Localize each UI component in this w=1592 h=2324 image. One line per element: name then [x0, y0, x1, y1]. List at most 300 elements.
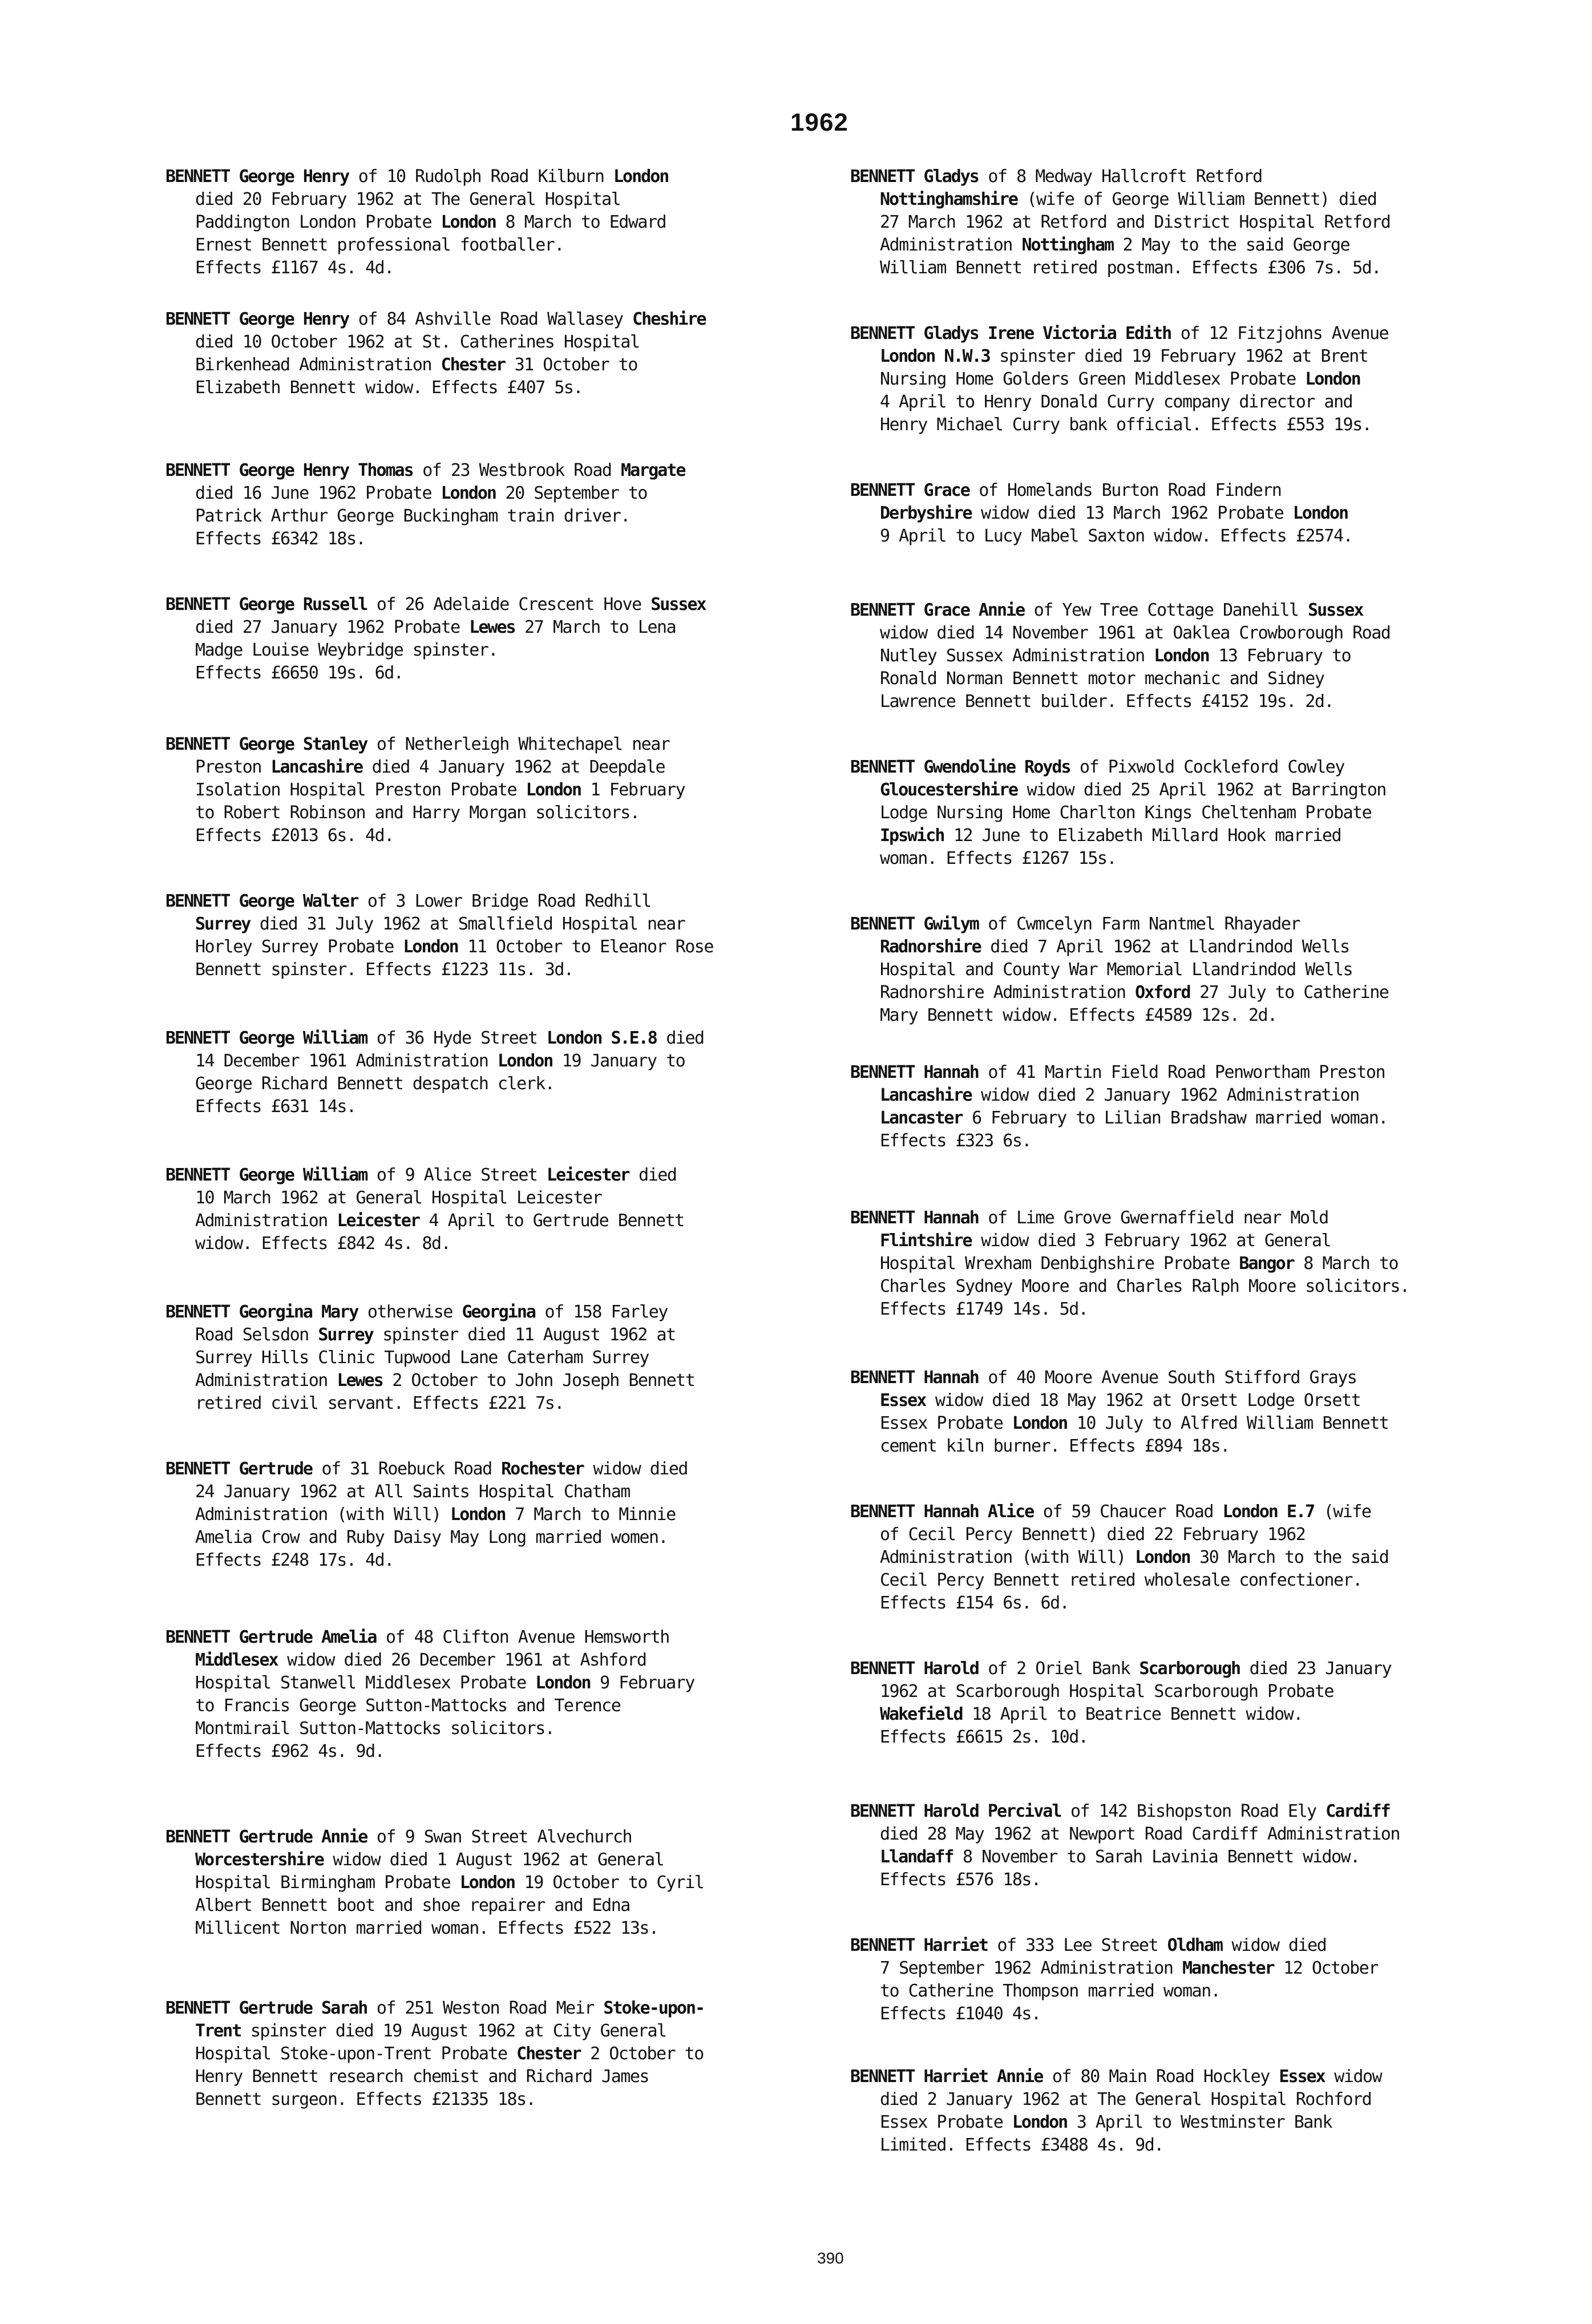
text: Montmirail Sutton-Mattocks solicitors.	[195, 1719, 555, 1739]
entry-text-line	[165, 1740, 850, 1763]
text: Administration	[195, 1211, 337, 1231]
page-number: 390	[817, 2249, 844, 2267]
text: Ernest Bennett professional footballer.	[195, 235, 564, 255]
text: George Richard Bennett despatch clerk.	[195, 1074, 555, 1094]
text: Henry Bennett research chemist and Richard James	[195, 2067, 649, 2087]
bold-text: Cardiff	[1326, 1801, 1390, 1821]
entry-text-line	[850, 188, 1535, 211]
entry-text-line	[165, 662, 850, 685]
text: of 26 Adelaide Crescent Hove	[367, 595, 651, 615]
bold-text: Ipswich	[880, 826, 944, 846]
entry-heading-line	[165, 1164, 850, 1187]
text: Hospital Stoke-upon-Trent Probate	[195, 2044, 517, 2064]
entry-text-line	[850, 1004, 1535, 1027]
entry-text-line	[165, 2043, 850, 2066]
entry-text-line	[165, 188, 850, 211]
text: of 9 Swan Street Alvechurch	[367, 1827, 632, 1847]
text: 27 March 1962 at Retford and District Hospital Retford	[880, 212, 1391, 232]
bold-text: London	[1292, 503, 1348, 523]
probate-entry	[850, 599, 1535, 713]
probate-entry	[165, 1626, 850, 1763]
bold-text: BENNETT Gwilym	[850, 914, 979, 934]
entry-text-line	[850, 414, 1535, 436]
entry-text-line	[850, 847, 1535, 870]
probate-entry	[850, 1207, 1535, 1321]
bold-text: London	[497, 1051, 553, 1071]
bold-text: BENNETT Hannah	[850, 1368, 979, 1388]
entry-text-line	[850, 1435, 1535, 1458]
bold-text: London E.7	[1222, 1502, 1315, 1522]
entry-text-line	[850, 1980, 1535, 2003]
entry-text-line	[165, 1096, 850, 1118]
text: (wife of George William Bennett) died	[1017, 189, 1377, 209]
text: 19 January to	[552, 1051, 685, 1071]
text: of 333 Lee Street	[987, 1935, 1167, 1955]
probate-entry	[850, 165, 1535, 280]
text: of 12 Fitzjohns Avenue	[1171, 324, 1389, 343]
text: widow died 3 February 1962 at General	[971, 1231, 1331, 1251]
bold-text: BENNETT Grace Annie	[850, 600, 1025, 620]
entry-text-line	[165, 1549, 850, 1572]
bold-text: London	[613, 167, 669, 187]
entry-text-line	[850, 1389, 1535, 1412]
bold-text: BENNETT Harriet	[850, 1935, 988, 1955]
bold-text: BENNETT George Walter	[165, 891, 358, 911]
bold-text: BENNETT George Henry Thomas	[165, 460, 413, 480]
entry-heading-line	[165, 1027, 850, 1050]
text: spinster died 11 August 1962 at	[373, 1325, 676, 1345]
text: died 16 June 1962 Probate	[195, 483, 441, 503]
text: died 4 January 1962 at Deepdale	[362, 757, 665, 777]
bold-text: London	[441, 212, 496, 232]
text: widow died 13 March 1962 Probate	[971, 503, 1293, 523]
entry-text-line	[165, 1232, 850, 1255]
probate-entry	[165, 1027, 850, 1118]
bold-text: BENNETT Gertrude Sarah	[165, 1998, 367, 2018]
probate-entry	[165, 1164, 850, 1255]
text: 24 January 1962 at All Saints Hospital Chatham	[195, 1482, 630, 1502]
text: Radnorshire Administration	[880, 983, 1136, 1003]
bold-text: Chester	[441, 355, 506, 375]
entry-text-line	[165, 482, 850, 505]
text: of 10 Rudolph Road Kilburn	[349, 167, 613, 187]
bold-text: Cheshire	[632, 309, 706, 329]
text: 8 November to Sarah Lavinia Bennett widow.	[953, 1847, 1360, 1867]
text: of 23 Westbrook Road	[413, 460, 621, 480]
text: William Bennett retired postman. Effects £306 7s. 5d.	[880, 258, 1381, 278]
text: 1962 at Scarborough Hospital Scarborough Probate	[880, 1682, 1334, 1701]
text: Administration	[880, 235, 1022, 255]
entry-text-line	[165, 1849, 850, 1872]
text: of 9 Alice Street	[367, 1165, 547, 1185]
text: widow died 26 December 1961 at Ashford	[277, 1650, 647, 1670]
text: Birkenhead Administration	[195, 355, 441, 375]
entry-text-line	[165, 211, 850, 234]
entry-text-line	[850, 645, 1535, 668]
text: Effects £631 14s.	[195, 1097, 356, 1117]
text: of 142 Bishopston Road Ely	[1061, 1801, 1326, 1821]
page-year-heading: 1962	[790, 108, 848, 136]
text: widow. Effects £842 4s. 8d.	[195, 1234, 451, 1254]
text: of 80 Main Road Hockley	[1043, 2067, 1279, 2087]
text: 9 April to Lucy Mabel Saxton widow. Effects £2574.	[880, 526, 1353, 546]
text: 8 March to Edward	[495, 212, 666, 232]
entry-text-line	[850, 525, 1535, 548]
bold-text: London	[1135, 1547, 1190, 1567]
entry-heading-line	[850, 1800, 1535, 1823]
text: widow died	[1222, 1935, 1327, 1955]
entry-text-line	[850, 1546, 1535, 1569]
bold-text: BENNETT Grace	[850, 480, 969, 500]
bold-text: London S.E.8	[547, 1028, 657, 1048]
entry-text-line	[850, 690, 1535, 713]
text: Preston	[195, 757, 271, 777]
text: of 158 Farley	[535, 1302, 668, 1322]
text: died 27 January 1962 Probate	[195, 617, 470, 637]
entry-text-line	[850, 1084, 1535, 1107]
bold-text: BENNETT Hannah Alice	[850, 1502, 1034, 1522]
bold-text: Essex	[880, 1391, 926, 1410]
entry-text-line	[850, 211, 1535, 234]
entry-heading-line	[165, 1301, 850, 1324]
entry-text-line	[850, 257, 1535, 280]
entry-text-line	[165, 1672, 850, 1695]
text: Effects £1040 4s.	[880, 2004, 1041, 2024]
bold-text: Gloucestershire	[880, 780, 1017, 800]
bold-text: Bangor	[1239, 1254, 1294, 1274]
probate-entry	[165, 1997, 850, 2111]
entry-heading-line	[850, 599, 1535, 622]
probate-entry	[850, 913, 1535, 1027]
text: 31 October to	[505, 355, 637, 375]
entry-text-line	[850, 622, 1535, 645]
entry-heading-line	[165, 1626, 850, 1649]
text: to Robert Robinson and Harry Morgan solicitors.	[195, 803, 640, 823]
text: 10 July to Alfred William Bennett	[1067, 1413, 1389, 1433]
bold-text: BENNETT Hannah	[850, 1062, 979, 1082]
text: 3 April to Westminster Bank	[1067, 2112, 1332, 2132]
probate-entry	[165, 890, 850, 981]
entry-heading-line	[850, 1934, 1535, 1957]
entry-text-line	[850, 1107, 1535, 1130]
entry-text-line	[165, 354, 850, 377]
probate-entry	[850, 756, 1535, 870]
text: 4 April to Henry Donald Curry company director and	[880, 392, 1353, 412]
text: died	[629, 1165, 677, 1185]
text: Madge Louise Weybridge spinster.	[195, 640, 498, 660]
entry-text-line	[850, 959, 1535, 981]
entry-text-line	[165, 936, 850, 959]
bold-text: Leicester	[337, 1211, 419, 1231]
text: widow died 14 November 1961 at Oaklea Crowborough Road	[880, 623, 1391, 643]
entry-heading-line	[850, 322, 1535, 345]
entry-text-line	[850, 1592, 1535, 1615]
entry-text-line	[165, 1526, 850, 1549]
text: Effects £248 17s. 4d.	[195, 1550, 394, 1570]
text: widow died 1 August 1962 at General	[323, 1850, 664, 1870]
entry-heading-line	[165, 1826, 850, 1849]
entry-text-line	[850, 1230, 1535, 1252]
text: Effects £1749 14s. 5d.	[880, 1299, 1088, 1319]
text: died 28 May 1962 at Newport Road Cardiff Administration	[880, 1824, 1400, 1844]
entry-text-line	[165, 1649, 850, 1672]
entry-text-line	[165, 377, 850, 399]
bold-text: BENNETT George William	[165, 1165, 367, 1185]
entry-heading-line	[850, 1061, 1535, 1084]
bold-text: London	[526, 780, 581, 800]
bold-text: London	[535, 1673, 591, 1693]
bold-text: Essex	[1279, 2067, 1325, 2087]
bold-text: BENNETT George William	[165, 1028, 367, 1048]
bold-text: Nottingham	[1021, 235, 1114, 255]
text: Cecil Percy Bennett retired wholesale confectioner.	[880, 1570, 1362, 1590]
entry-heading-line	[850, 2066, 1535, 2088]
bold-text: Radnorshire	[880, 937, 981, 957]
text: 20 September to	[495, 483, 647, 503]
bold-text: London	[1012, 2112, 1068, 2132]
entry-heading-line	[850, 1207, 1535, 1230]
text: of Homelands Burton Road Findern	[969, 480, 1282, 500]
text: 10 March 1962 at General Hospital Leicester	[195, 1188, 602, 1208]
probate-entry	[850, 1367, 1535, 1458]
bold-text: Manchester	[1182, 1958, 1274, 1978]
bold-text: Flintshire	[880, 1231, 972, 1251]
text: Mary Bennett widow. Effects £4589 12s. 2d.	[880, 1005, 1277, 1025]
entry-text-line	[850, 668, 1535, 690]
entry-text-line	[165, 1369, 850, 1392]
entry-text-line	[850, 2134, 1535, 2157]
entry-text-line	[165, 616, 850, 639]
text: spinster died 19 February 1962 at Brent	[989, 346, 1368, 366]
text: Bennett surgeon. Effects £21335 18s.	[195, 2089, 536, 2109]
entry-text-line	[165, 959, 850, 981]
text: Elizabeth Bennett widow. Effects £407 5s.	[195, 378, 583, 398]
entry-text-line	[165, 1210, 850, 1232]
text: Effects £962 4s. 9d.	[195, 1741, 385, 1761]
entry-text-line	[850, 1823, 1535, 1846]
text: Lodge Nursing Home Charlton Kings Cheltenham Probate	[880, 803, 1372, 823]
bold-text: Middlesex	[195, 1650, 278, 1670]
bold-text: Sussex	[1308, 600, 1363, 620]
text: Administration (with Will)	[195, 1505, 451, 1525]
text: of 8 Medway Hallcroft Retford	[978, 167, 1262, 187]
entry-heading-line	[165, 733, 850, 756]
entry-heading-line	[165, 459, 850, 482]
text: cement kiln burner. Effects £894 18s.	[880, 1436, 1230, 1456]
bold-text: Derbyshire	[880, 503, 972, 523]
bold-text: BENNETT George Henry	[165, 167, 349, 187]
entry-text-line	[850, 2003, 1535, 2026]
text: widow died 2 January 1962 Administration	[971, 1085, 1359, 1105]
entry-text-line	[850, 2088, 1535, 2111]
text: 2 October to	[580, 2044, 704, 2064]
text: Surrey Hills Clinic Tupwood Lane Caterham Surrey	[195, 1348, 649, 1368]
entry-text-line	[850, 1957, 1535, 1980]
text: 30 March to the said	[1190, 1547, 1389, 1567]
text: 6 February to Lilian Bradshaw married woman.	[962, 1108, 1388, 1128]
bold-text: Nottinghamshire	[880, 189, 1017, 209]
bold-text: BENNETT Harriet Annie	[850, 2067, 1043, 2087]
text: of 2 Oriel Bank	[978, 1659, 1140, 1679]
entry-text-line	[850, 981, 1535, 1004]
text: of 36 Hyde Street	[367, 1028, 547, 1048]
bold-text: Stoke-upon-	[603, 1998, 705, 2018]
probate-entry	[850, 1800, 1535, 1891]
text: spinster died 19 August 1962 at City General	[241, 2021, 666, 2041]
text: of Yew Tree Cottage Danehill	[1024, 600, 1308, 620]
text: 8 March to	[1294, 1254, 1398, 1274]
entry-text-line	[165, 756, 850, 779]
probate-entry	[850, 1501, 1535, 1615]
entry-text-line	[850, 1252, 1535, 1275]
bold-text: BENNETT Gladys	[850, 167, 979, 187]
text: Effects £576 18s.	[880, 1870, 1041, 1890]
bold-text: BENNETT Gladys Irene Victoria Edith	[850, 324, 1171, 343]
entry-text-line	[850, 345, 1535, 368]
text: Hospital Wrexham Denbighshire Probate	[880, 1254, 1239, 1274]
probate-entry	[165, 308, 850, 399]
text: of 31 Roebuck Road	[312, 1459, 502, 1479]
text: 4 April to Gertrude Bennett	[419, 1211, 684, 1231]
entry-text-line	[165, 2066, 850, 2088]
probate-entry	[165, 733, 850, 847]
bold-text: Rochester	[501, 1459, 584, 1479]
text: Amelia Crow and Ruby Daisy May Long married women.	[195, 1527, 668, 1547]
text: to Catherine Thompson married woman.	[880, 1981, 1221, 2001]
text: 2 October to John Joseph Bennett	[382, 1371, 695, 1391]
text: Essex Probate	[880, 2112, 1012, 2132]
probate-entry	[850, 1934, 1535, 2026]
bold-text: Oxford	[1135, 983, 1190, 1003]
text: Patrick Arthur George Buckingham train driver.	[195, 506, 630, 526]
text: 12 October	[1274, 1958, 1378, 1978]
text: Effects £2013 6s. 4d.	[195, 826, 394, 846]
text: widow died 18 May 1962 at Orsett Lodge Orsett	[926, 1391, 1361, 1410]
text: died 2 January 1962 at The General Hospital Rochford	[880, 2089, 1372, 2109]
bold-text: Lancashire	[880, 1085, 972, 1105]
text: 27 July to Catherine	[1190, 983, 1389, 1003]
text: Bennett spinster. Effects £1223 11s. 3d.	[195, 960, 573, 980]
bold-text: BENNETT Gertrude Annie	[165, 1827, 367, 1847]
entry-text-line	[850, 1869, 1535, 1891]
text: Effects £6342 18s.	[195, 529, 366, 549]
text: of 48 Clifton Avenue Hemsworth	[376, 1627, 669, 1647]
text: of 84 Ashville Road Wallasey	[349, 309, 633, 329]
entry-text-line	[165, 1917, 850, 1940]
entry-text-line	[165, 1481, 850, 1503]
bold-text: BENNETT George Russell	[165, 595, 367, 615]
bold-text: BENNETT Hannah	[850, 1208, 979, 1228]
entry-heading-line	[850, 756, 1535, 779]
text: Albert Bennett boot and shoe repairer and Edna	[195, 1895, 630, 1915]
entry-text-line	[165, 1695, 850, 1717]
entry-text-line	[850, 936, 1535, 959]
text: Effects £6650 19s. 6d.	[195, 663, 403, 683]
bold-text: London	[441, 483, 496, 503]
entry-heading-line	[850, 1501, 1535, 1523]
entry-text-line	[850, 1275, 1535, 1298]
bold-text: Margate	[621, 460, 685, 480]
bold-text: Leicester	[547, 1165, 629, 1185]
bold-text: Oldham	[1167, 1935, 1222, 1955]
bold-text: London	[1305, 369, 1360, 389]
bold-text: London	[1012, 1413, 1068, 1433]
probate-entry	[850, 479, 1535, 548]
text: retired civil servant. Effects £221 7s.	[195, 1393, 564, 1413]
text: Horley Surrey Probate	[195, 937, 403, 957]
text: widow died	[583, 1459, 688, 1479]
text: Hospital Birmingham Probate	[195, 1873, 460, 1893]
text: to Francis George Sutton-Mattocks and Terence	[195, 1696, 621, 1716]
bold-text: BENNETT Harold	[850, 1659, 979, 1679]
entry-text-line	[850, 1680, 1535, 1703]
entry-heading-line	[850, 165, 1535, 188]
entry-text-line	[850, 234, 1535, 257]
entry-text-line	[165, 1050, 850, 1073]
text: died 7 April 1962 at Llandrindod Wells	[980, 937, 1349, 957]
entry-text-line	[165, 257, 850, 280]
bold-text: BENNETT Georgina Mary	[165, 1302, 358, 1322]
entry-text-line	[165, 639, 850, 662]
text: 9 February	[590, 1673, 694, 1693]
text: Effects £323 6s.	[880, 1131, 1031, 1151]
bold-text: London	[1154, 646, 1209, 666]
probate-entry	[850, 322, 1535, 436]
bold-text: BENNETT Gwendoline Royds	[850, 757, 1070, 777]
bold-text: BENNETT Harold Percival	[850, 1801, 1061, 1821]
text: Effects £6615 2s. 10d.	[880, 1727, 1088, 1747]
text: 7 September 1962 Administration	[880, 1958, 1182, 1978]
bold-text: Lewes	[469, 617, 515, 637]
text: 13 February to	[1209, 646, 1351, 666]
entry-heading-line	[165, 1997, 850, 2020]
text: (wife	[1314, 1502, 1371, 1522]
bold-text: BENNETT Gertrude Amelia	[165, 1627, 377, 1647]
bold-text: London	[450, 1505, 506, 1525]
text: of 41 Martin Field Road Penwortham Preston	[978, 1062, 1385, 1082]
text: died 31 July 1962 at Smallfield Hospital near	[250, 914, 685, 934]
text: 18 April to Beatrice Bennett widow.	[962, 1704, 1303, 1724]
entry-heading-line	[165, 1458, 850, 1481]
text: of Cwmcelyn Farm Nantmel Rhayader	[978, 914, 1300, 934]
bold-text: London	[403, 937, 458, 957]
probate-entry	[850, 2066, 1535, 2157]
entry-text-line	[850, 1298, 1535, 1321]
text: Effects £1167 4s. 4d.	[195, 258, 394, 278]
entry-heading-line	[165, 890, 850, 913]
text: 7 March to Minnie	[505, 1505, 676, 1525]
text: died 23 January	[1240, 1659, 1392, 1679]
text: of 3 Lower Bridge Road Redhill	[358, 891, 651, 911]
text: of 251 Weston Road Meir	[367, 1998, 604, 2018]
bold-text: Surrey	[195, 914, 250, 934]
bold-text: Worcestershire	[195, 1850, 324, 1870]
entry-text-line	[165, 1187, 850, 1210]
text: Millicent Norton married woman. Effects £522 13s.	[195, 1918, 658, 1938]
entry-text-line	[165, 913, 850, 936]
bold-text: London N.W.3	[880, 346, 990, 366]
entry-heading-line	[165, 165, 850, 188]
bold-text: Lewes	[337, 1371, 383, 1391]
entry-heading-line	[850, 913, 1535, 936]
entry-text-line	[850, 824, 1535, 847]
bold-text: Wakefield	[880, 1704, 963, 1724]
text: woman. Effects £1267 15s.	[880, 848, 1117, 868]
probate-entry	[165, 1826, 850, 1940]
text: 27 March to Lena	[515, 617, 676, 637]
entry-text-line	[850, 502, 1535, 525]
bold-text: BENNETT Gertrude	[165, 1459, 312, 1479]
